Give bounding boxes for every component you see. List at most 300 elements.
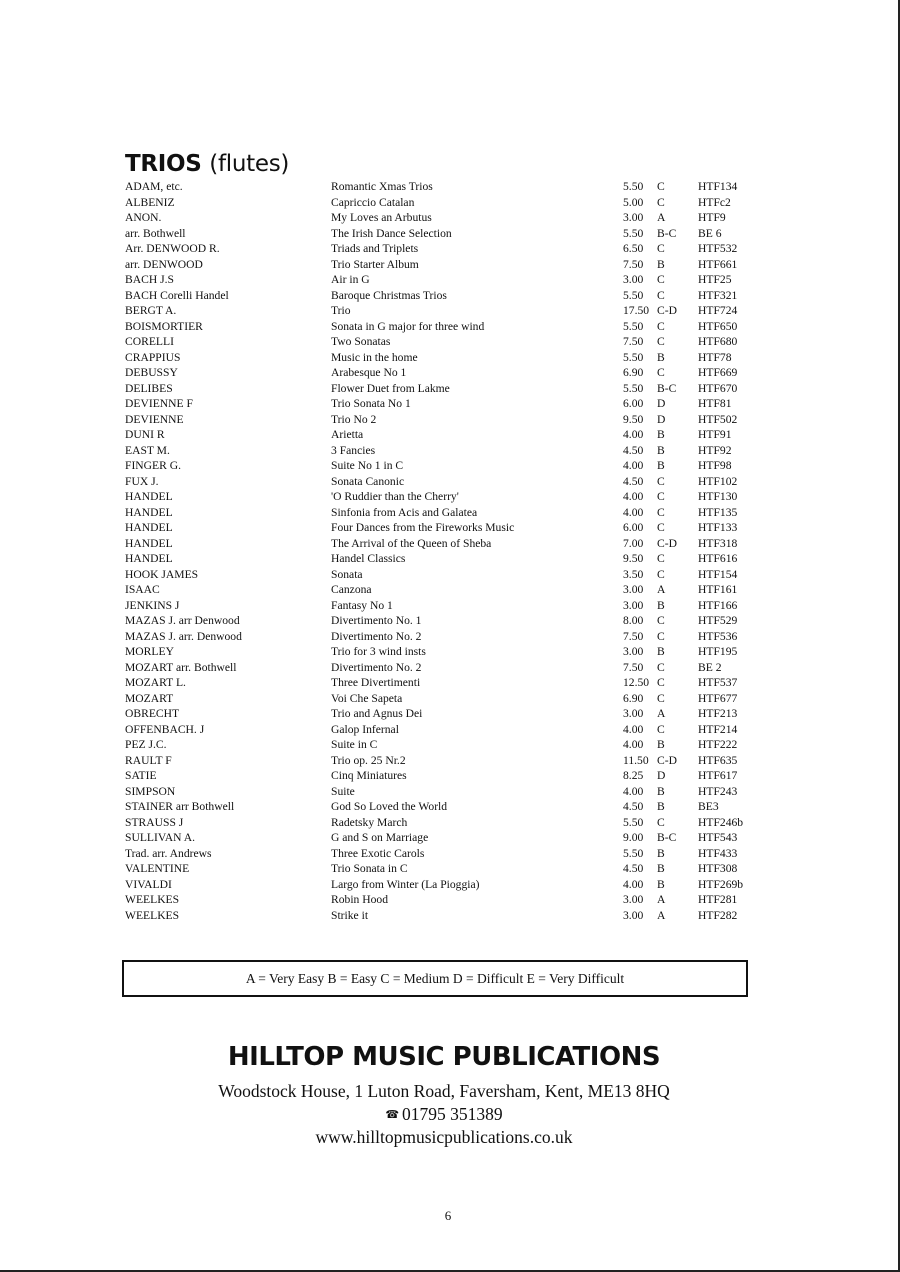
grade: C xyxy=(657,660,665,674)
composer-name: FINGER G. xyxy=(125,459,182,472)
piece-title: Air in G xyxy=(331,273,370,286)
listing-row xyxy=(0,179,900,195)
catalogue-code: HTF81 xyxy=(698,397,732,410)
piece-title: Trio op. 25 Nr.2 xyxy=(331,753,406,767)
grade: A xyxy=(657,908,666,922)
piece-title: Suite xyxy=(331,784,355,798)
grade: C xyxy=(657,691,665,705)
catalogue-code: HTF321 xyxy=(698,288,738,302)
page-number: 6 xyxy=(444,1208,452,1223)
listing-row xyxy=(0,303,900,319)
composer-name: JENKINS J xyxy=(125,598,180,612)
price: 7.50 xyxy=(623,335,644,348)
catalogue-code: HTF161 xyxy=(698,583,738,596)
price: 9.50 xyxy=(623,412,644,426)
catalogue-code: BE 6 xyxy=(698,226,722,240)
price: 4.00 xyxy=(623,459,644,472)
price: 4.00 xyxy=(623,505,644,519)
grade: A xyxy=(657,893,666,906)
catalogue-code: HTF282 xyxy=(698,908,738,922)
piece-title: Trio for 3 wind insts xyxy=(331,645,426,658)
listing-row xyxy=(0,195,900,211)
phone-number: 01795 351389 xyxy=(402,1104,503,1124)
composer-name: SULLIVAN A. xyxy=(125,831,195,844)
composer-name: WEELKES xyxy=(125,893,180,906)
piece-title: Three Divertimenti xyxy=(331,676,421,689)
grade: C xyxy=(657,629,665,643)
piece-title: Canzona xyxy=(331,583,372,596)
listing-row xyxy=(0,365,900,381)
listing-row xyxy=(0,474,900,490)
piece-title: 'O Ruddier than the Cherry' xyxy=(331,490,459,503)
section-title-subtitle: (flutes) xyxy=(209,151,290,177)
composer-name: DUNI R xyxy=(125,428,165,441)
catalogue-code: HTF130 xyxy=(698,490,738,503)
price: 12.50 xyxy=(623,676,650,689)
grade: B xyxy=(657,738,665,751)
grade: A xyxy=(657,211,666,224)
grade: C-D xyxy=(657,536,677,550)
catalogue-code: HTF246b xyxy=(698,815,744,829)
grade: A xyxy=(657,583,666,596)
price: 5.50 xyxy=(623,381,644,395)
composer-name: Arr. DENWOOD R. xyxy=(125,242,220,255)
piece-title: Suite in C xyxy=(331,738,378,751)
grade: B xyxy=(657,428,665,441)
composer-name: arr. Bothwell xyxy=(125,226,186,240)
price: 8.25 xyxy=(623,769,644,782)
telephone-icon: ☎ xyxy=(385,1109,400,1121)
listing-row xyxy=(0,768,900,784)
listing-row xyxy=(0,753,900,769)
composer-name: MOZART arr. Bothwell xyxy=(125,660,237,674)
listing-row xyxy=(0,489,900,505)
piece-title: Romantic Xmas Trios xyxy=(331,180,433,193)
piece-title: Radetsky March xyxy=(331,815,408,829)
catalogue-code: HTF677 xyxy=(698,691,738,705)
listing-row xyxy=(0,613,900,629)
catalogue-code: HTF91 xyxy=(698,428,732,441)
piece-title: My Loves an Arbutus xyxy=(331,211,432,224)
grade: A xyxy=(657,707,666,720)
price: 3.00 xyxy=(623,908,644,922)
price: 8.00 xyxy=(623,614,644,627)
listing-row xyxy=(0,319,900,335)
price: 4.50 xyxy=(623,443,644,457)
composer-name: PEZ J.C. xyxy=(125,738,167,751)
price: 3.00 xyxy=(623,273,644,286)
piece-title: Trio and Agnus Dei xyxy=(331,707,423,720)
catalogue-code: HTF78 xyxy=(698,350,732,364)
composer-name: DEBUSSY xyxy=(125,366,178,379)
catalogue-code: HTF269b xyxy=(698,877,744,891)
piece-title: The Arrival of the Queen of Sheba xyxy=(331,536,492,550)
price: 3.00 xyxy=(623,707,644,720)
composer-name: CRAPPIUS xyxy=(125,350,181,364)
catalogue-code: HTF25 xyxy=(698,273,732,286)
composer-name: MAZAS J. arr. Denwood xyxy=(125,629,242,643)
listing-row xyxy=(0,412,900,428)
piece-title: The Irish Dance Selection xyxy=(331,226,452,240)
composer-name: MORLEY xyxy=(125,645,174,658)
listing-row xyxy=(0,598,900,614)
composer-name: OFFENBACH. J xyxy=(125,722,205,736)
catalogue-code: HTF166 xyxy=(698,598,738,612)
price: 5.50 xyxy=(623,846,644,860)
catalogue-code: HTF724 xyxy=(698,304,738,317)
composer-name: DEVIENNE F xyxy=(125,397,193,410)
catalogue-code: HTF529 xyxy=(698,614,738,627)
composer-name: Trad. arr. Andrews xyxy=(125,846,212,860)
grade: B xyxy=(657,257,665,271)
composer-name: HANDEL xyxy=(125,505,173,519)
piece-title: Voi Che Sapeta xyxy=(331,691,403,705)
difficulty-legend: A = Very Easy B = Easy C = Medium D = Difficult E = Very Difficult xyxy=(122,960,748,997)
catalogue-code: HTF135 xyxy=(698,505,738,519)
composer-name: BACH J.S xyxy=(125,273,174,286)
grade: B-C xyxy=(657,381,677,395)
catalogue-code: HTF536 xyxy=(698,629,738,643)
price: 6.90 xyxy=(623,691,644,705)
piece-title: Galop Infernal xyxy=(331,722,399,736)
price: 3.00 xyxy=(623,211,644,224)
piece-title: G and S on Marriage xyxy=(331,831,429,844)
listing-row xyxy=(0,784,900,800)
listing-row xyxy=(0,691,900,707)
listing-row xyxy=(0,272,900,288)
catalogue-code: HTF532 xyxy=(698,242,738,255)
piece-title: Fantasy No 1 xyxy=(331,598,393,612)
piece-title: Trio No 2 xyxy=(331,412,377,426)
listing-row xyxy=(0,226,900,242)
grade: C xyxy=(657,722,665,736)
composer-name: ADAM, etc. xyxy=(125,180,183,193)
piece-title: Sonata in G major for three wind xyxy=(331,319,485,333)
grade: C xyxy=(657,180,665,193)
catalogue-code: HTF670 xyxy=(698,381,738,395)
price: 3.00 xyxy=(623,893,644,906)
price: 3.00 xyxy=(623,598,644,612)
grade: C xyxy=(657,567,665,581)
grade: B xyxy=(657,784,665,798)
composer-name: RAULT F xyxy=(125,753,172,767)
catalogue-code: BE3 xyxy=(698,800,719,813)
grade: C xyxy=(657,273,665,286)
catalogue-code: HTF308 xyxy=(698,862,738,875)
grade: B xyxy=(657,877,665,891)
listing-row xyxy=(0,551,900,567)
piece-title: Three Exotic Carols xyxy=(331,846,425,860)
catalogue-code: HTF154 xyxy=(698,567,738,581)
price: 5.50 xyxy=(623,319,644,333)
catalogue-code: BE 2 xyxy=(698,660,722,674)
piece-title: Baroque Christmas Trios xyxy=(331,288,447,302)
composer-name: arr. DENWOOD xyxy=(125,257,203,271)
piece-title: 3 Fancies xyxy=(331,443,376,457)
piece-title: Trio Sonata No 1 xyxy=(331,397,411,410)
piece-title: Trio Sonata in C xyxy=(331,862,408,875)
price: 3.00 xyxy=(623,583,644,596)
publisher-address: Woodstock House, 1 Luton Road, Faversham, Kent, ME13 8HQ xyxy=(218,1081,670,1101)
piece-title: Sinfonia from Acis and Galatea xyxy=(331,505,478,519)
composer-name: HOOK JAMES xyxy=(125,567,199,581)
composer-name: DELIBES xyxy=(125,381,173,395)
grade: B xyxy=(657,350,665,364)
catalogue-code: HTF433 xyxy=(698,846,738,860)
grade: D xyxy=(657,769,666,782)
piece-title: Capriccio Catalan xyxy=(331,195,415,209)
price: 5.50 xyxy=(623,350,644,364)
piece-title: Flower Duet from Lakme xyxy=(331,381,450,395)
listing-row xyxy=(0,629,900,645)
listing-row xyxy=(0,722,900,738)
composer-name: SATIE xyxy=(125,769,157,782)
piece-title: Trio Starter Album xyxy=(331,257,419,271)
catalogue-code: HTFc2 xyxy=(698,195,731,209)
listing-row xyxy=(0,799,900,815)
grade: B xyxy=(657,800,665,813)
grade: C xyxy=(657,490,665,503)
composer-name: BERGT A. xyxy=(125,304,177,317)
piece-title: Sonata xyxy=(331,567,363,581)
grade: D xyxy=(657,412,666,426)
grade: C xyxy=(657,335,665,348)
grade: C xyxy=(657,614,665,627)
catalogue-code: HTF669 xyxy=(698,366,738,379)
catalogue-code: HTF98 xyxy=(698,459,732,472)
catalogue-code: HTF102 xyxy=(698,474,738,488)
listing-row xyxy=(0,381,900,397)
piece-title: Handel Classics xyxy=(331,552,406,565)
listing-row xyxy=(0,396,900,412)
listing-row xyxy=(0,210,900,226)
catalogue-code: HTF502 xyxy=(698,412,738,426)
price: 7.50 xyxy=(623,660,644,674)
price: 3.50 xyxy=(623,567,644,581)
price: 4.00 xyxy=(623,784,644,798)
composer-name: VALENTINE xyxy=(125,862,190,875)
price: 7.50 xyxy=(623,629,644,643)
price: 9.50 xyxy=(623,552,644,565)
grade: B xyxy=(657,459,665,472)
catalogue-code: HTF9 xyxy=(698,211,726,224)
grade: C xyxy=(657,474,665,488)
price: 6.50 xyxy=(623,242,644,255)
catalogue-code: HTF243 xyxy=(698,784,738,798)
composer-name: MOZART L. xyxy=(125,676,186,689)
listing-row xyxy=(0,458,900,474)
piece-title: Music in the home xyxy=(331,350,418,364)
publisher-phone xyxy=(0,1104,888,1125)
composer-name: HANDEL xyxy=(125,521,173,534)
grade: C-D xyxy=(657,753,677,767)
piece-title: Cinq Miniatures xyxy=(331,769,407,782)
catalogue-code: HTF222 xyxy=(698,738,738,751)
price: 5.50 xyxy=(623,180,644,193)
catalogue-code: HTF650 xyxy=(698,319,738,333)
composer-name: BACH Corelli Handel xyxy=(125,288,229,302)
listing-row xyxy=(0,737,900,753)
grade: B-C xyxy=(657,831,677,844)
grade: C xyxy=(657,195,665,209)
price: 4.50 xyxy=(623,862,644,875)
price: 6.90 xyxy=(623,366,644,379)
composer-name: VIVALDI xyxy=(125,877,172,891)
composer-name: HANDEL xyxy=(125,490,173,503)
piece-title: Strike it xyxy=(331,908,369,922)
catalogue-code: HTF318 xyxy=(698,536,738,550)
catalogue-code: HTF543 xyxy=(698,831,738,844)
price: 6.00 xyxy=(623,397,644,410)
listing-row xyxy=(0,644,900,660)
price: 5.50 xyxy=(623,226,644,240)
listing-row xyxy=(0,846,900,862)
piece-title: Divertimento No. 2 xyxy=(331,660,422,674)
grade: C-D xyxy=(657,304,677,317)
section-title-main: TRIOS xyxy=(125,151,202,177)
composer-name: STRAUSS J xyxy=(125,815,184,829)
piece-title: Divertimento No. 1 xyxy=(331,614,422,627)
price: 11.50 xyxy=(623,753,649,767)
grade: C xyxy=(657,319,665,333)
trios-listing xyxy=(0,179,900,923)
composer-name: OBRECHT xyxy=(125,707,180,720)
piece-title: Robin Hood xyxy=(331,893,389,906)
composer-name: ISAAC xyxy=(125,583,160,596)
catalogue-code: HTF92 xyxy=(698,443,732,457)
grade: B xyxy=(657,598,665,612)
listing-row xyxy=(0,892,900,908)
listing-row xyxy=(0,520,900,536)
listing-row xyxy=(0,660,900,676)
composer-name: STAINER arr Bothwell xyxy=(125,800,235,813)
grade: B xyxy=(657,645,665,658)
composer-name: HANDEL xyxy=(125,552,173,565)
catalogue-code: HTF616 xyxy=(698,552,738,565)
price: 7.50 xyxy=(623,257,644,271)
price: 9.00 xyxy=(623,831,644,844)
price: 5.50 xyxy=(623,815,644,829)
composer-name: MOZART xyxy=(125,691,174,705)
grade: C xyxy=(657,366,665,379)
piece-title: Arabesque No 1 xyxy=(331,366,407,379)
piece-title: God So Loved the World xyxy=(331,800,448,813)
piece-title: Trio xyxy=(331,304,351,317)
price: 17.50 xyxy=(623,304,650,317)
grade: C xyxy=(657,676,665,689)
publisher-website[interactable]: www.hilltopmusicpublications.co.uk xyxy=(315,1127,573,1147)
grade: C xyxy=(657,505,665,519)
grade: D xyxy=(657,397,666,410)
catalogue-code: HTF537 xyxy=(698,676,738,689)
composer-name: BOISMORTIER xyxy=(125,319,203,333)
grade: C xyxy=(657,552,665,565)
catalogue-code: HTF635 xyxy=(698,753,738,767)
catalogue-code: HTF195 xyxy=(698,645,738,658)
listing-row xyxy=(0,350,900,366)
piece-title: Four Dances from the Fireworks Music xyxy=(331,521,515,534)
listing-row xyxy=(0,815,900,831)
grade: B-C xyxy=(657,226,677,240)
composer-name: ALBENIZ xyxy=(125,195,175,209)
price: 4.50 xyxy=(623,800,644,813)
piece-title: Divertimento No. 2 xyxy=(331,629,422,643)
price: 3.00 xyxy=(623,645,644,658)
catalogue-code: HTF134 xyxy=(698,180,738,193)
piece-title: Triads and Triplets xyxy=(331,242,419,255)
listing-row xyxy=(0,505,900,521)
listing-row xyxy=(0,427,900,443)
section-title xyxy=(125,151,289,177)
listing-row xyxy=(0,241,900,257)
piece-title: Arietta xyxy=(331,428,364,441)
composer-name: FUX J. xyxy=(125,474,159,488)
composer-name: CORELLI xyxy=(125,335,174,348)
listing-row xyxy=(0,830,900,846)
grade: C xyxy=(657,288,665,302)
price: 5.50 xyxy=(623,288,644,302)
price: 6.00 xyxy=(623,521,644,534)
catalogue-code: HTF661 xyxy=(698,257,738,271)
listing-row xyxy=(0,675,900,691)
price: 4.00 xyxy=(623,722,644,736)
listing-row xyxy=(0,536,900,552)
listing-row xyxy=(0,877,900,893)
catalogue-code: HTF213 xyxy=(698,707,738,720)
price: 4.00 xyxy=(623,490,644,503)
price: 5.00 xyxy=(623,195,644,209)
listing-row xyxy=(0,908,900,924)
composer-name: WEELKES xyxy=(125,908,180,922)
composer-name: HANDEL xyxy=(125,536,173,550)
listing-row xyxy=(0,567,900,583)
grade: C xyxy=(657,521,665,534)
piece-title: Two Sonatas xyxy=(331,335,391,348)
composer-name: DEVIENNE xyxy=(125,412,184,426)
grade: B xyxy=(657,443,665,457)
composer-name: MAZAS J. arr Denwood xyxy=(125,614,240,627)
catalogue-code: HTF133 xyxy=(698,521,738,534)
piece-title: Sonata Canonic xyxy=(331,474,405,488)
catalogue-code: HTF617 xyxy=(698,769,738,782)
price: 4.00 xyxy=(623,738,644,751)
listing-row xyxy=(0,334,900,350)
listing-row xyxy=(0,861,900,877)
grade: B xyxy=(657,846,665,860)
price: 4.50 xyxy=(623,474,644,488)
piece-title: Largo from Winter (La Pioggia) xyxy=(331,877,480,891)
grade: C xyxy=(657,242,665,255)
price: 7.00 xyxy=(623,536,644,550)
composer-name: EAST M. xyxy=(125,443,170,457)
listing-row xyxy=(0,443,900,459)
catalogue-code: HTF281 xyxy=(698,893,738,906)
listing-row xyxy=(0,582,900,598)
listing-row xyxy=(0,257,900,273)
listing-row xyxy=(0,288,900,304)
composer-name: SIMPSON xyxy=(125,784,176,798)
grade: B xyxy=(657,862,665,875)
price: 4.00 xyxy=(623,877,644,891)
catalogue-code: HTF680 xyxy=(698,335,738,348)
piece-title: Suite No 1 in C xyxy=(331,459,404,472)
publisher-name: HILLTOP MUSIC PUBLICATIONS xyxy=(227,1042,661,1072)
grade: C xyxy=(657,815,665,829)
price: 4.00 xyxy=(623,428,644,441)
catalogue-code: HTF214 xyxy=(698,722,738,736)
listing-row xyxy=(0,706,900,722)
composer-name: ANON. xyxy=(125,211,162,224)
